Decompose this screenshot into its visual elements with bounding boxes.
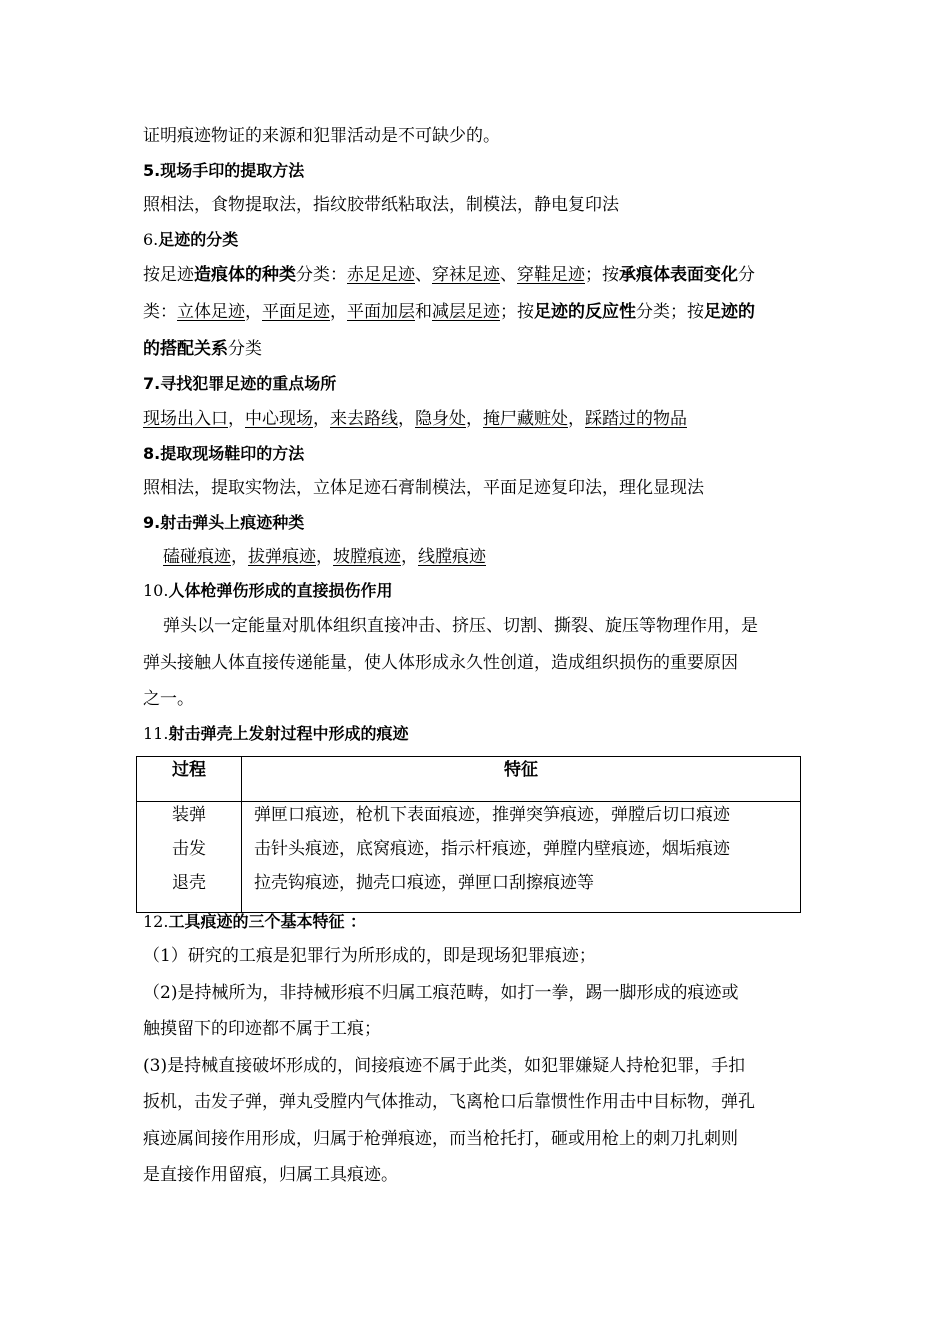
- underlined-term: 隐身处: [415, 409, 466, 429]
- underlined-term: 线膛痕迹: [418, 547, 486, 567]
- section-10-heading: 人体枪弹伤形成的直接损伤作用: [168, 581, 393, 600]
- underlined-term: 踩踏过的物品: [585, 409, 687, 429]
- underlined-term: 穿袜足迹: [432, 265, 500, 285]
- underlined-term: 现场出入口: [143, 409, 228, 429]
- section-6-title: [143, 229, 238, 251]
- section-12-line-6: 痕迹属间接作用形成，归属于枪弹痕迹，而当枪托打，砸或用枪上的刺刀扎刺则: [143, 1129, 738, 1149]
- section-11-heading: 射击弹壳上发射过程中形成的痕迹: [168, 724, 409, 743]
- underlined-term: 中心现场: [245, 409, 313, 429]
- underlined-term: 减层足迹: [432, 302, 500, 322]
- section-10-line-2: 弹头接触人体直接传递能量，使人体形成永久性创道，造成组织损伤的重要原因: [143, 653, 738, 673]
- separator: ，: [466, 409, 483, 429]
- table-header-cell: 特征: [242, 757, 801, 802]
- section-10-line-3: 之一。: [143, 689, 194, 709]
- section-6-heading: 足迹的分类: [158, 230, 239, 249]
- separator: 、: [415, 265, 432, 285]
- section-9-title: 9.射击弹头上痕迹种类: [143, 513, 305, 532]
- bold-term: 足迹的: [704, 302, 755, 322]
- separator: ，: [330, 302, 347, 322]
- bold-term: 承痕体表面变化: [619, 265, 738, 285]
- separator: ，: [568, 409, 585, 429]
- section-12-title: [143, 911, 366, 933]
- section-11-title: [143, 723, 408, 745]
- intro-tail: 证明痕迹物证的来源和犯罪活动是不可缺少的。: [143, 126, 500, 146]
- section-10-line-1: 弹头以一定能量对肌体组织直接冲击、挤压、切割、撕裂、旋压等物理作用，是: [163, 616, 758, 636]
- section-12-line-3: 触摸留下的印迹都不属于工痕；: [143, 1019, 381, 1039]
- underlined-term: 穿鞋足迹: [517, 265, 585, 285]
- section-8-title: 8.提取现场鞋印的方法: [143, 444, 305, 463]
- table-cell-process: 退壳: [137, 870, 242, 913]
- section-12-line-2: （2)是持械所为，非持械形痕不归属工痕范畴，如打一拳，踢一脚形成的痕迹或: [143, 983, 739, 1003]
- section-7-title: 7.寻找犯罪足迹的重点场所: [143, 374, 337, 393]
- table-row: [137, 836, 801, 870]
- section-9-items: [163, 546, 486, 568]
- text-run: 按足迹: [143, 265, 194, 285]
- underlined-term: 平面加层: [347, 302, 415, 322]
- separator: ，: [228, 409, 245, 429]
- section-6-number: 6.: [143, 230, 159, 249]
- underlined-term: 掩尸藏赃处: [483, 409, 568, 429]
- bold-term: 造痕体的种类: [194, 265, 296, 285]
- table-cell-process: 装弹: [137, 802, 242, 837]
- bold-term: 足迹的反应性: [534, 302, 636, 322]
- table-row: [137, 870, 801, 913]
- text-run: 和: [415, 302, 432, 322]
- table-row: [137, 802, 801, 837]
- separator: 、: [500, 265, 517, 285]
- section-6-line-3: [143, 338, 262, 360]
- text-run: 分类：: [296, 265, 347, 285]
- separator: ，: [313, 409, 330, 429]
- table-cell-process: 击发: [137, 836, 242, 870]
- table-header-cell: 过程: [137, 757, 242, 802]
- table-cell-features: 弹匣口痕迹，枪机下表面痕迹，推弹突笋痕迹，弹膛后切口痕迹: [242, 802, 801, 837]
- underlined-term: 赤足足迹: [347, 265, 415, 285]
- underlined-term: 来去路线: [330, 409, 398, 429]
- section-8-body: 照相法，提取实物法，立体足迹石膏制模法，平面足迹复印法，理化显现法: [143, 478, 704, 498]
- cartridge-trace-table: [136, 756, 801, 913]
- underlined-term: 拔弹痕迹: [248, 547, 316, 567]
- table-header-row: [137, 757, 801, 802]
- section-10-title: [143, 580, 392, 602]
- text-run: 类：: [143, 302, 177, 322]
- section-6-line-2: [143, 301, 755, 323]
- separator: ，: [398, 409, 415, 429]
- section-6-line-1: [143, 264, 755, 286]
- section-11-number: 11.: [143, 724, 169, 743]
- section-5-body: 照相法，食物提取法，指纹胶带纸粘取法，制模法，静电复印法: [143, 195, 619, 215]
- text-run: 分类: [228, 339, 262, 359]
- text-run: 分: [738, 265, 755, 285]
- underlined-term: 磕碰痕迹: [163, 547, 231, 567]
- text-run: ；按: [585, 265, 619, 285]
- section-12-number: 12.: [143, 912, 169, 931]
- section-10-number: 10.: [143, 581, 169, 600]
- text-run: 分类；按: [636, 302, 704, 322]
- separator: ，: [401, 547, 418, 567]
- table-cell-features: 拉壳钩痕迹，抛壳口痕迹，弹匣口刮擦痕迹等: [242, 870, 801, 913]
- table-cell-features: 击针头痕迹，底窝痕迹，指示杆痕迹，弹膛内壁痕迹，烟垢痕迹: [242, 836, 801, 870]
- underlined-term: 平面足迹: [262, 302, 330, 322]
- text-run: ；按: [500, 302, 534, 322]
- section-5-title: 5.现场手印的提取方法: [143, 161, 305, 180]
- section-12-line-5: 扳机，击发子弹，弹丸受膛内气体推动，飞离枪口后靠惯性作用击中目标物，弹孔: [143, 1092, 755, 1112]
- bold-term: 的搭配关系: [143, 339, 228, 359]
- underlined-term: 坡膛痕迹: [333, 547, 401, 567]
- section-12-line-7: 是直接作用留痕，归属工具痕迹。: [143, 1165, 398, 1185]
- separator: ，: [316, 547, 333, 567]
- separator: ，: [231, 547, 248, 567]
- section-12-heading: 工具痕迹的三个基本特征 ：: [168, 912, 367, 931]
- section-7-items: [143, 408, 687, 430]
- separator: ，: [245, 302, 262, 322]
- section-12-line-1: （1）研究的工痕是犯罪行为所形成的，即是现场犯罪痕迹；: [143, 946, 596, 966]
- section-12-line-4: (3)是持械直接破坏形成的，间接痕迹不属于此类，如犯罪嫌疑人持枪犯罪，手扣: [143, 1056, 746, 1076]
- underlined-term: 立体足迹: [177, 302, 245, 322]
